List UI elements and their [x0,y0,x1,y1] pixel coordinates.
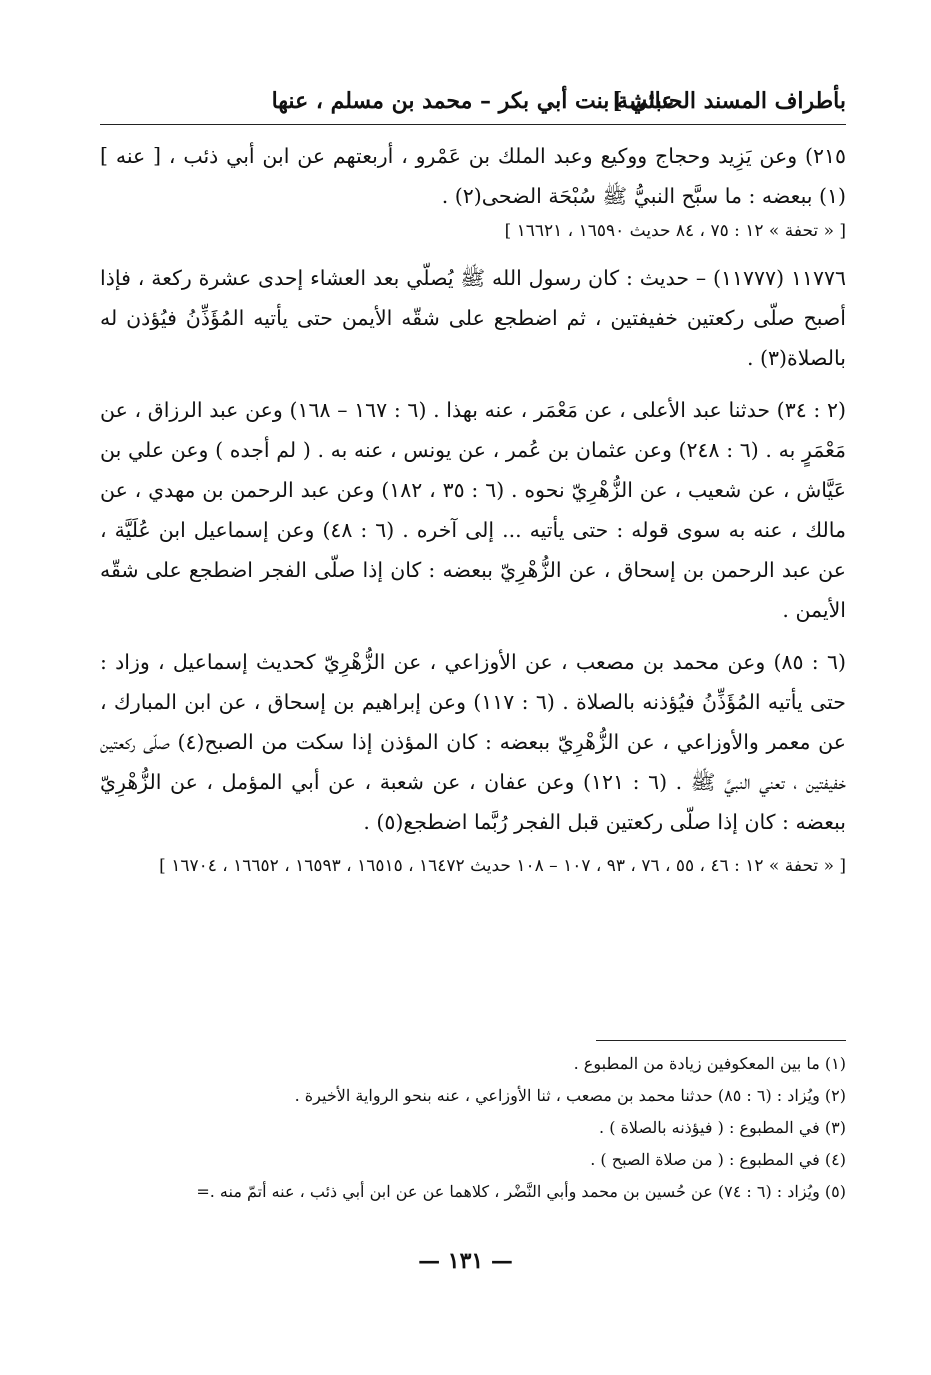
header-chapter-title: عائشة بنت أبي بكر – محمد بن مسلم ، عنها [271,88,675,114]
footnote-1: (١) ما بين المعكوفين زيادة من المطبوع . [573,1054,846,1073]
footnote-2: (٢) ويُزاد : (٦ : ٨٥) حدثنا محمد بن مصعب ، ثنا الأوزاعي ، عنه بنحو الرواية الأخيرة . [294,1086,846,1105]
footnotes [100,1048,846,1208]
main-text [100,136,846,884]
footnote-4: (٤) في المطبوع : ( من صلاة الصبح ) . [590,1150,846,1169]
footnote-5: (٥) ويُزاد : (٦ : ٧٤) عن حُسين بن محمد وأبي النَّضْر ، كلاهما عن عن ابن أبي ذئب ، عنه أتمّ منه .= [196,1182,846,1201]
running-header [100,84,846,120]
footnote-3: (٣) في المطبوع : ( فيؤذنه بالصلاة ) . [599,1118,846,1137]
paragraph-continuation: ٢١٥) وعن يَزِيد وحجاج ووكيع وعبد الملك بن عَمْرو ، أربعتهم عن ابن أبي ذئب ، [ عنه ](١) ببعضه : ما سبَّح النبيُّ ﷺ سُبْحَة الضحى(٢) . [100,144,846,208]
header-book-title: بأطراف المسند الحنبلي ] [611,88,846,114]
tuhfa-citation-2: [ « تحفة » ١٢ : ٤٦ ، ٥٥ ، ٧٦ ، ٩٣ ، ١٠٧ – ١٠٨ حديث ١٦٤٧٢ ، ١٦٥١٥ ، ١٦٥٩٣ ، ١٦٦٥٢ ، ١٦٧٠٤ ] [159,856,846,876]
footnote-rule [596,1040,846,1041]
tuhfa-citation-1: [ « تحفة » ١٢ : ٧٥ ، ٨٤ حديث ١٦٥٩٠ ، ١٦٦٢١ ] [504,221,846,241]
hadith-11776: ١١٧٧٦ (١١٧٧٧) – حديث : كان رسول الله ﷺ يُصلّي بعد العشاء إحدى عشرة ركعة ، فإذا أصبح صلّى ركعتين خفيفتين ، ثم اضطجع على شقّه الأيمن حتى يأتيه المُؤَذِّنُ فيُؤذن له بالصلاة(٣) . [100,266,847,370]
paragraph-isnad-1: (٢ : ٣٤) حدثنا عبد الأعلى ، عن مَعْمَر ، عنه بهذا . (٦ : ١٦٧ – ١٦٨) وعن عبد الرزاق ، عن مَعْمَرٍ به . (٦ : ٢٤٨) وعن عثمان بن عُمر ، عن يونس ، عنه به . ( لم أجده ) وعن علي بن عَيَّاش ، عن شعيب ، عن الزُّهْرِيّ نحوه . (٦ : ٣٥ ، ١٨٢) وعن عبد الرحمن بن مهدي ، عن مالك ، عنه به سوى قوله : حتى يأتيه ... إلى آخره . (٦ : ٤٨) وعن إسماعيل ابن عُلَيَّة ، عن عبد الرحمن بن إسحاق ، عن الزُّهْرِيّ ببعضه : كان إذا صلّى الفجر اضطجع على شقّه الأيمن . [100,398,846,622]
page-number: — ١٣١ — [418,1248,513,1274]
header-rule [100,124,846,125]
paragraph-isnad-2: (٦ : ٨٥) وعن محمد بن مصعب ، عن الأوزاعي ، عن الزُّهْرِيّ كحديث إسماعيل ، وزاد : حتى يأتيه المُؤَذِّنُ فيُؤذنه بالصلاة . (٦ : ١١٧) وعن إبراهيم بن إسحاق ، عن ابن المبارك ، عن معمر والأوزاعي ، عن الزُّهْرِيّ ببعضه : كان المؤذن إذا سكت من الصبح(٤) صلّى ركعتين خفيفتين ، تعني النبيَّ ﷺ . (٦ : ١٢١) وعن عفان ، عن شعبة ، عن أبي المؤمل ، عن الزُّهْرِيّ ببعضه : كان إذا صلّى ركعتين قبل الفجر رُبَّما اضطجع(٥) . [100,650,846,834]
